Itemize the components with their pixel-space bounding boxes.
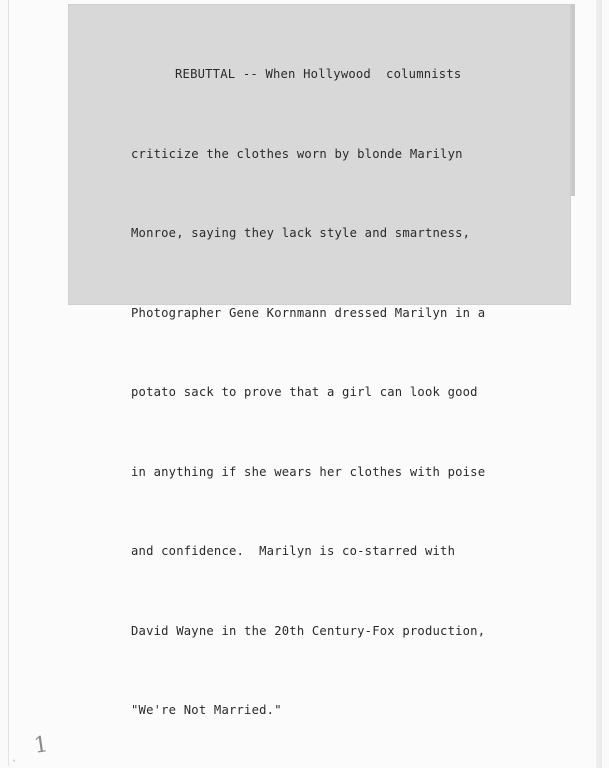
caption-line-4: Photographer Gene Kornmann dressed Marilyn in a <box>131 305 486 320</box>
typed-caption <box>131 8 571 768</box>
sheet-edge-shadow <box>596 0 602 768</box>
caption-slip-edge <box>571 4 575 196</box>
caption-line-2: criticize the clothes worn by blonde Marilyn <box>131 146 463 161</box>
caption-line-1: REBUTTAL -- When Hollywood columnists <box>175 67 462 81</box>
caption-line-7: and confidence. Marilyn is co-starred with <box>131 544 456 558</box>
corner-mark: ˎ <box>12 751 17 762</box>
pencil-mark: 1 <box>32 732 50 759</box>
caption-line-5: potato sack to prove that a girl can look good <box>131 385 478 399</box>
caption-line-8: David Wayne in the 20th Century-Fox production, <box>131 623 486 638</box>
caption-line-9: "We're Not Married." <box>131 703 282 717</box>
caption-line-6: in anything if she wears her clothes with poise <box>131 464 486 479</box>
caption-line-3: Monroe, saying they lack style and smartness, <box>131 226 471 240</box>
